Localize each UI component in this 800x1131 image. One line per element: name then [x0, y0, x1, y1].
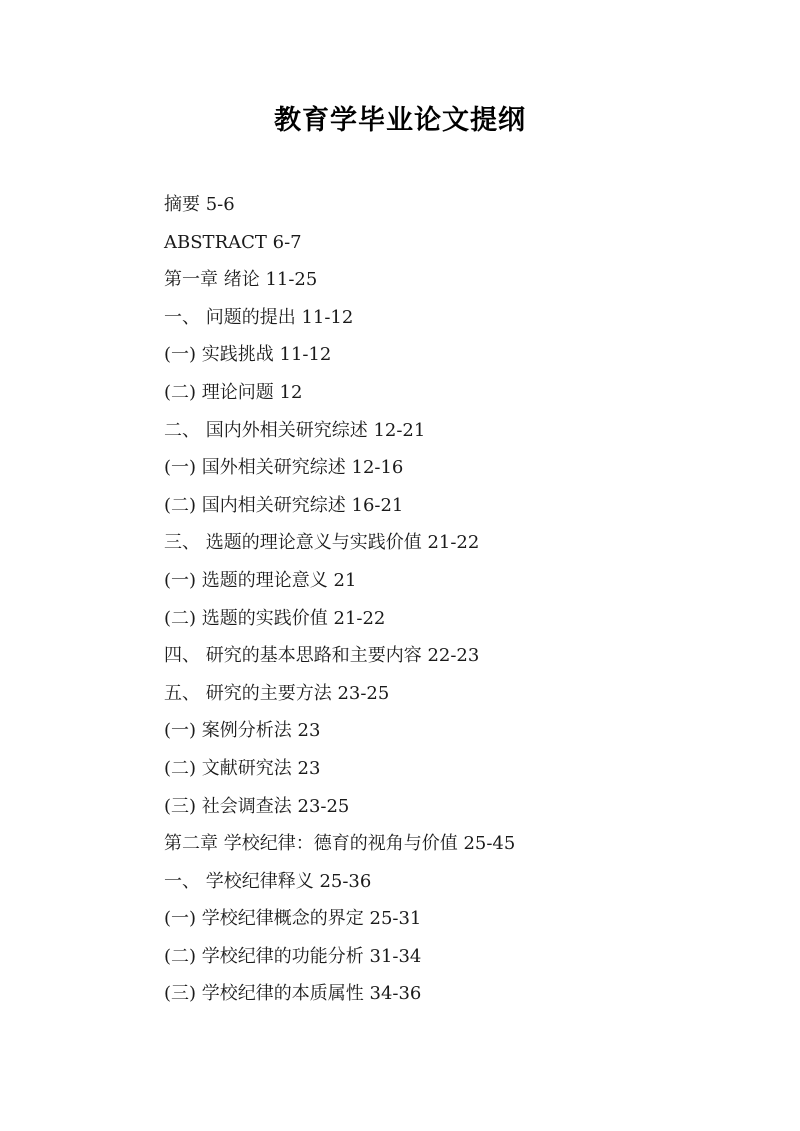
document-title: 教育学毕业论文提纲 [274, 105, 526, 136]
toc-entry: 一、 学校纪律释义 25-36 [164, 870, 372, 892]
toc-entry: (三) 学校纪律的本质属性 34-36 [164, 983, 422, 1005]
toc-entry: 三、 选题的理论意义与实践价值 21-22 [164, 532, 480, 554]
toc-entry: 五、 研究的主要方法 23-25 [164, 682, 390, 704]
toc-entry: (三) 社会调查法 23-25 [164, 795, 350, 817]
toc-entry: 四、 研究的基本思路和主要内容 22-23 [164, 645, 480, 667]
toc-entry: (一) 学校纪律概念的界定 25-31 [164, 908, 422, 930]
toc-entry: (二) 文献研究法 23 [164, 757, 321, 779]
toc-entry: (一) 选题的理论意义 21 [164, 569, 357, 591]
table-of-contents [164, 186, 515, 1013]
toc-entry: (一) 国外相关研究综述 12-16 [164, 457, 404, 479]
toc-entry: 第二章 学校纪律：德育的视角与价值 25-45 [164, 833, 516, 855]
toc-entry: 二、 国内外相关研究综述 12-21 [164, 419, 426, 441]
toc-entry: ABSTRACT 6-7 [164, 231, 302, 253]
toc-entry: (二) 学校纪律的功能分析 31-34 [164, 945, 422, 967]
toc-entry: (一) 案例分析法 23 [164, 720, 321, 742]
toc-entry: 一、 问题的提出 11-12 [164, 306, 354, 328]
toc-entry: (一) 实践挑战 11-12 [164, 344, 332, 366]
toc-entry: (二) 理论问题 12 [164, 381, 303, 403]
toc-entry: (二) 国内相关研究综述 16-21 [164, 494, 404, 516]
toc-entry: 摘要 5-6 [164, 194, 235, 215]
toc-entry: (二) 选题的实践价值 21-22 [164, 607, 386, 629]
toc-entry: 第一章 绪论 11-25 [164, 269, 318, 291]
